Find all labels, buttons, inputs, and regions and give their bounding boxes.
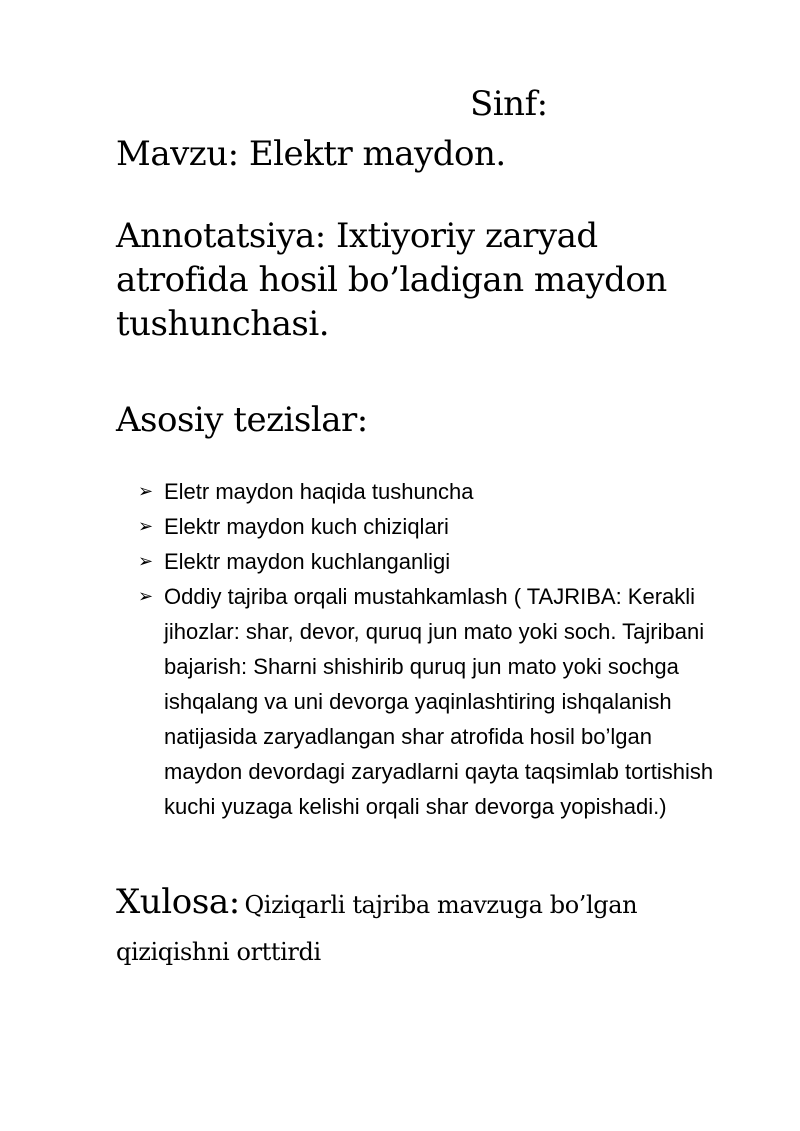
annotation-paragraph: Annotatsiya: Ixtiyoriy zaryad atrofida hosil bo’ladigan maydon tushunchasi. [116, 216, 667, 344]
conclusion-paragraph [116, 880, 716, 977]
arrowhead-bullet-icon: ➢ [138, 481, 154, 502]
arrowhead-bullet-icon: ➢ [138, 516, 154, 537]
theses-list [138, 474, 718, 824]
arrowhead-bullet-icon: ➢ [138, 586, 154, 607]
list-item-text: Elektr maydon kuchlanganligi [164, 549, 451, 574]
class-label: Sinf: [470, 84, 548, 124]
list-item [138, 544, 718, 579]
main-theses-heading: Asosiy tezislar: [116, 400, 368, 440]
list-item [138, 579, 718, 824]
list-item [138, 509, 718, 544]
list-item-text: Elektr maydon kuch chiziqlari [164, 514, 449, 539]
list-item-text: Oddiy tajriba orqali mustahkamlash ( TAJRIBA: Kerakli jihozlar: shar, devor, quruq jun mato yoki soch. Tajribani bajarish: Sharni shishirib quruq jun mato yoki sochga ishqalang va uni devorga yaqinlashtiring ishqalanish natijasida zaryadlangan shar atrofida hosil bo’lgan maydon devordagi zaryadlarni qayta taqsimlab tortishish kuchi yuzaga kelishi orqali shar devorga yopishadi.) [164, 584, 714, 819]
arrowhead-bullet-icon: ➢ [138, 551, 154, 572]
conclusion-text: Qiziqarli tajriba mavzuga bo’lgan qiziqishni orttirdi [116, 891, 638, 966]
topic-title: Mavzu: Elektr maydon. [116, 134, 506, 174]
list-item-text: Eletr maydon haqida tushuncha [164, 479, 474, 504]
conclusion-label: Xulosa: [116, 882, 240, 922]
list-item [138, 474, 718, 509]
